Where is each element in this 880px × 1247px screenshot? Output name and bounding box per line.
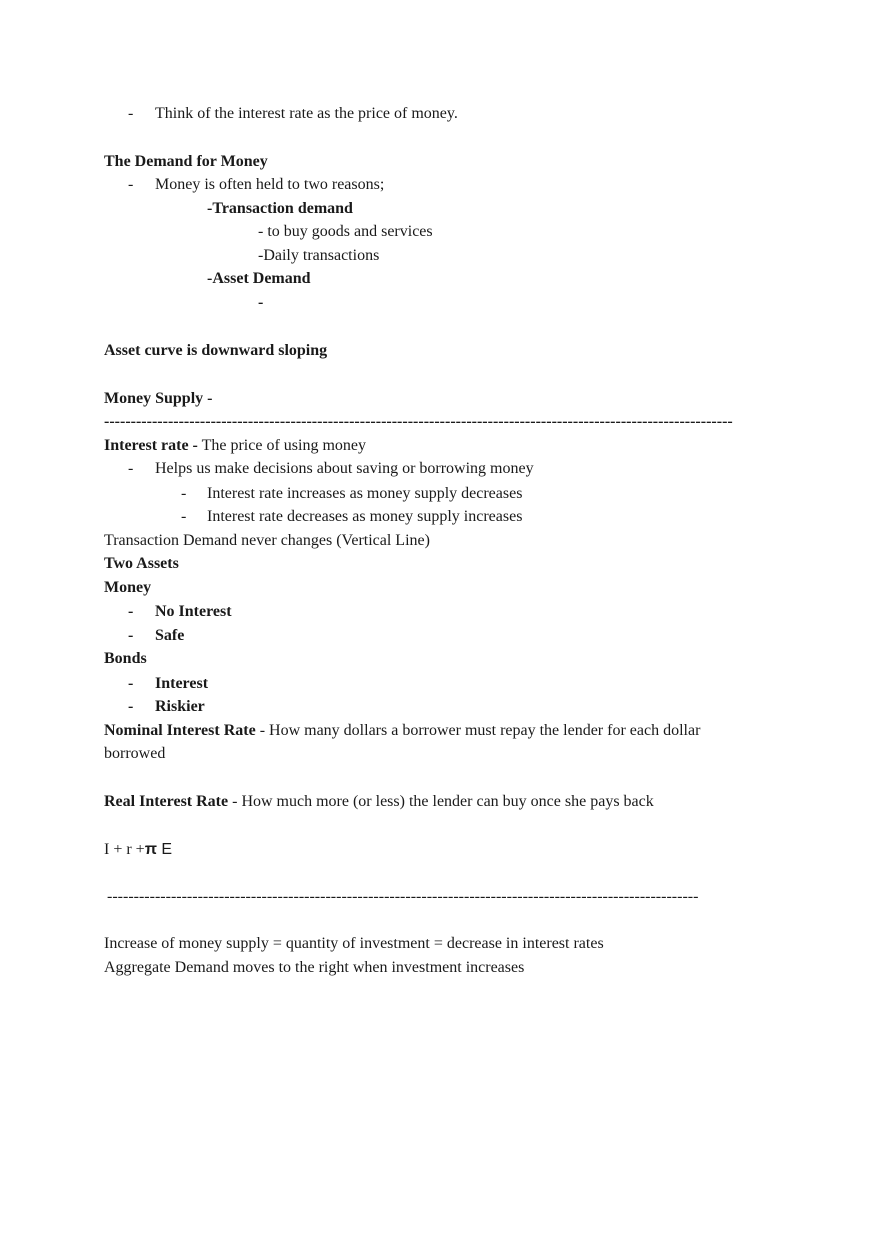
separator-line: ---------------------------------------------------------------------------------------------------------------------- (104, 413, 733, 430)
interest-rate-definition: The price of using money (197, 437, 366, 454)
real-rate-definition: - How much more (or less) the lender can buy once she pays back (228, 793, 654, 810)
money-item-dash: - (128, 603, 134, 620)
bonds-item-dash: - (128, 698, 134, 715)
bonds-heading: Bonds (104, 650, 147, 667)
interest-sub1-text: Interest rate increases as money supply decreases (207, 485, 523, 502)
demand-bullet-dash: - (128, 176, 134, 193)
money-supply-heading: Money Supply - (104, 390, 213, 407)
nominal-rate-line (104, 721, 700, 741)
money-item-safe: Safe (155, 627, 185, 644)
demand-heading: The Demand for Money (104, 153, 268, 170)
conclusion-aggregate-demand: Aggregate Demand moves to the right when investment increases (104, 959, 525, 976)
interest-sub2-dash: - (181, 508, 187, 525)
money-heading: Money (104, 579, 152, 596)
intro-bullet-text: Think of the interest rate as the price of money. (155, 105, 458, 122)
interest-bullet-text: Helps us make decisions about saving or borrowing money (155, 460, 534, 477)
bonds-item-dash: - (128, 675, 134, 692)
nominal-rate-label: Nominal Interest Rate (104, 722, 256, 739)
demand-bullet-text: Money is often held to two reasons; (155, 176, 385, 193)
interest-bullet-dash: - (128, 460, 134, 477)
formula-prefix: I + r + (104, 841, 145, 858)
interest-sub1-dash: - (181, 485, 187, 502)
formula-line (104, 840, 172, 860)
two-assets-heading: Two Assets (104, 555, 179, 572)
transaction-sub-daily: -Daily transactions (258, 247, 380, 264)
bonds-item-riskier: Riskier (155, 698, 205, 715)
money-item-no-interest: No Interest (155, 603, 232, 620)
interest-rate-label: Interest rate - (104, 437, 198, 454)
conclusion-money-supply: Increase of money supply = quantity of investment = decrease in interest rates (104, 935, 604, 952)
asset-curve-heading: Asset curve is downward sloping (104, 342, 328, 359)
real-rate-line (104, 792, 654, 812)
intro-bullet-dash: - (128, 105, 134, 122)
formula-e: E (156, 841, 173, 858)
asset-demand-label: -Asset Demand (207, 270, 311, 287)
bonds-item-interest: Interest (155, 675, 209, 692)
nominal-rate-definition: - How many dollars a borrower must repay the lender for each dollar (255, 722, 701, 739)
real-rate-label: Real Interest Rate (104, 793, 229, 810)
asset-sub-dash: - (258, 294, 264, 311)
transaction-sub-goods: - to buy goods and services (258, 223, 433, 240)
interest-sub2-text: Interest rate decreases as money supply increases (207, 508, 523, 525)
nominal-rate-definition-cont: borrowed (104, 745, 166, 762)
interest-rate-line (104, 436, 366, 456)
formula-pi: π (144, 841, 157, 858)
transaction-never-changes: Transaction Demand never changes (Vertical Line) (104, 532, 430, 549)
transaction-demand-label: -Transaction demand (207, 200, 353, 217)
money-item-dash: - (128, 627, 134, 644)
separator-line-2: --------------------------------------------------------------------------------------------------------------- (107, 888, 699, 905)
